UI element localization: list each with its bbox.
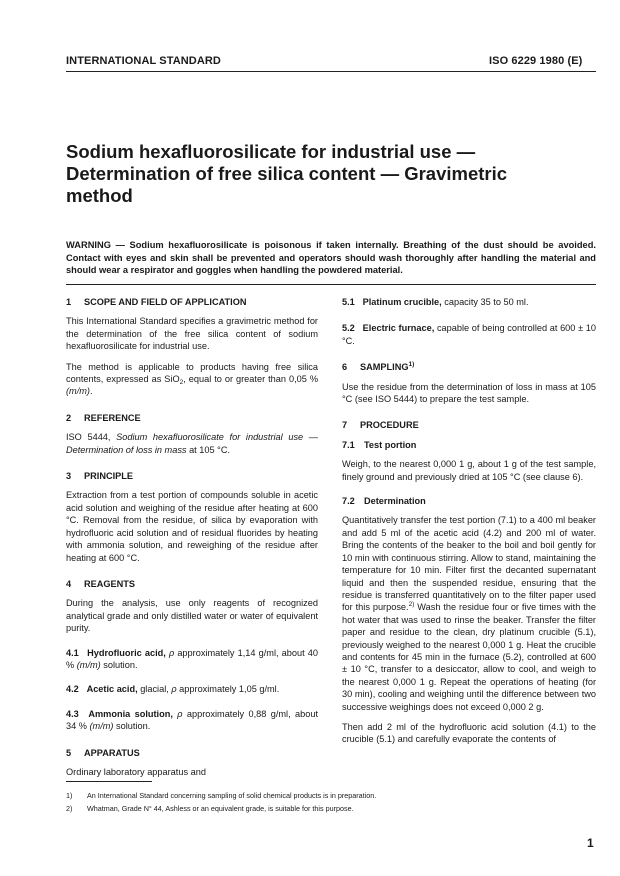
reagent-4-3: 4.3 Ammonia solution, ρ approximately 0,88 g/ml, about 34 % (m/m) solution. xyxy=(66,708,318,732)
section-6-paragraph: Use the residue from the determination of loss in mass at 105 °C (see ISO 5444) to prepare the test sample. xyxy=(342,381,596,405)
section-2-paragraph: ISO 5444, Sodium hexafluorosilicate for industrial use — Determination of loss in mass at 105 °C. xyxy=(66,432,318,455)
document-title xyxy=(66,141,546,207)
header-rule xyxy=(66,71,596,72)
section-5-heading: 5 APPARATUS xyxy=(66,747,140,758)
page-number: 1 xyxy=(587,836,594,850)
title-line-1: Sodium hexafluorosilicate for industrial use — xyxy=(66,141,476,162)
footnotes xyxy=(66,790,596,815)
right-column xyxy=(342,296,596,754)
section-3-heading: 3 PRINCIPLE xyxy=(66,471,134,482)
footnote-rule xyxy=(66,781,152,782)
title-line-2: Determination of free silica content — Gravimetric xyxy=(66,163,508,184)
warning-text: WARNING — Sodium hexafluorosilicate is poisonous if taken internally. Breathing of the dust should be avoided. Contact with eyes and skin shall be prevented and operators should wash thoroughly after handling the material and should wear a respirator and goggles when handling the powdered material. xyxy=(66,240,596,275)
warning-rule xyxy=(66,284,596,285)
header-standard-label: INTERNATIONAL STANDARD xyxy=(66,55,221,67)
apparatus-5-2: 5.2 Electric furnace, capable of being controlled at 600 ± 10 °C. xyxy=(342,323,596,346)
section-1-heading: 1 SCOPE AND FIELD OF APPLICATION xyxy=(66,297,247,307)
left-column xyxy=(66,296,318,786)
section-7-2-paragraph-2: Then add 2 ml of the hydrofluoric acid solution (4.1) to the crucible (5.1) and carefully evaporate the contents of xyxy=(342,721,596,745)
title-line-3: method xyxy=(66,185,133,206)
header-iso-number: ISO 6229 1980 (E) xyxy=(489,55,583,67)
reagent-4-2: 4.2 Acetic acid, glacial, ρ approximately 1,05 g/ml. xyxy=(66,684,280,695)
section-4-heading: 4 REAGENTS xyxy=(66,578,136,589)
section-1-paragraph-1: This International Standard specifies a gravimetric method for the determination of the free silica content of sodium hexafluorosilicate for industrial use. xyxy=(66,316,318,352)
reagent-4-1: 4.1 Hydrofluoric acid, ρ approximately 1,14 g/ml, about 40 % (m/m) solution. xyxy=(66,647,318,670)
section-7-1-paragraph: Weigh, to the nearest 0,000 1 g, about 1 g of the test sample, finely ground and previously dried at 105 °C (see clause 6). xyxy=(342,459,596,482)
section-5-paragraph: Ordinary laboratory apparatus and xyxy=(66,766,206,777)
section-1-paragraph-2: The method is applicable to products having free silica contents, expressed as SiO$_2$, equal to or greater than 0,05 % (m/m). xyxy=(66,361,318,397)
section-4-paragraph: During the analysis, use only reagents of recognized analytical grade and only distilled water or water of equivalent purity. xyxy=(66,598,318,634)
section-7-heading: 7 PROCEDURE xyxy=(342,420,419,431)
section-7-2-heading: 7.2 Determination xyxy=(342,496,426,507)
footnote-2: 2) Whatman, Grade N° 44, Ashless or an equivalent grade, is suitable for this purpose. xyxy=(66,803,354,813)
apparatus-5-1: 5.1 Platinum crucible, capacity 35 to 50 ml. xyxy=(342,297,529,307)
footnote-1: 1) An International Standard concerning sampling of solid chemical products is in preparation. xyxy=(66,791,377,800)
section-7-1-heading: 7.1 Test portion xyxy=(342,439,417,450)
section-6-heading: 6 SAMPLING$^{1)}$ xyxy=(342,361,415,373)
section-3-paragraph: Extraction from a test portion of compounds soluble in acetic acid solution and weighing of the residue after heating at 600 °C. Removal from the residue, of silica by evaporation with hydrofluoric acid solution and of residual fluorides by heating with ammonia solution, and reweighing of the residue after heating at 600 °C. xyxy=(66,490,318,563)
section-2-heading: 2 REFERENCE xyxy=(66,412,141,423)
section-7-2-paragraph-1: Quantitatively transfer the test portion (7.1) to a 400 ml beaker and add 5 ml of the acetic acid (4.2) and 200 ml of water. Bring the contents of the beaker to the boil and boil gently for 10 min with continuous stirring. Allow to stand, maintaining the temperature for 10 min. Filter first the decanted supernatant liquid and then the suspended residue, ensuring that the residue is transferred quantitatively on to the filter paper used for this purpose.$^{2)}$ Wash the residue four or five times with the hot water that was used to rinse the beaker. Transfer the filter paper and residue to the clean, dry platinum crucible (5.1), previously weighed to the nearest 0,000 1 g. Heat the crucible and contents for 45 min in the furnace (5.2), controlled at 600 ± 10 °C, transfer to a desiccator, allow to cool, and weigh to the nearest 0,000 1 g. Repeat the operations of heating (for 30 min), cooling and weighing until the difference between two successive weighings does not exceed 0,000 2 g. xyxy=(342,515,596,712)
